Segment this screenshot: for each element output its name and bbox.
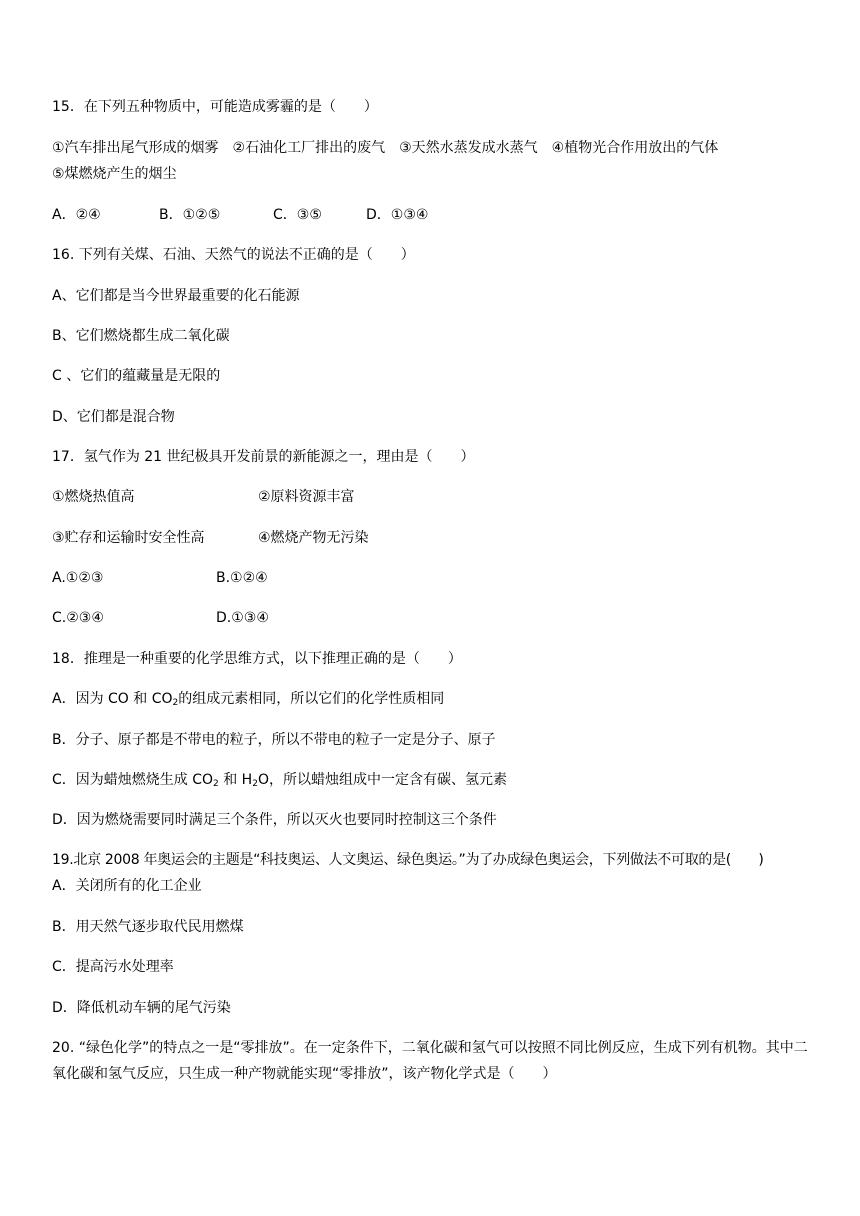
q16-option-d: D、它们都是混合物 [52,409,175,425]
q18-option-c [52,770,507,790]
q15-items-line2: ⑤煤燃烧产生的烟尘 [52,166,177,182]
q17-option-b: B.①②④ [216,570,268,586]
q17-reason-2: ②原料资源丰富 [258,489,355,505]
q17-options-row2 [52,608,269,628]
q15-option-b: B．①②⑤ [159,207,221,223]
q17-option-a: A.①②③ [52,570,104,586]
q17-reasons-row2 [52,528,369,548]
q18-option-a-text: A．因为 CO 和 CO [52,691,173,707]
q18-option-c-text-end: O，所以蜡烛组成中一定含有碳、氢元素 [257,772,507,788]
q19-option-c: C．提高污水处理率 [52,959,174,975]
q18-option-d: D．因为燃烧需要同时满足三个条件，所以灭火也要同时控制这三个条件 [52,812,497,828]
q17-reason-3: ③贮存和运输时安全性高 [52,530,205,546]
q18-option-c-text: C．因为蜡烛燃烧生成 CO [52,772,214,788]
q15-option-c: C．③⑤ [273,207,322,223]
q15-options [52,205,428,225]
q18-option-c-subscript-co2: 2 [213,779,219,789]
q18-option-b: B．分子、原子都是不带电的粒子，所以不带电的粒子一定是分子、原子 [52,732,496,748]
q17-reason-1: ①燃烧热值高 [52,489,135,505]
q19-option-a: A．关闭所有的化工企业 [52,878,202,894]
q15-option-d: D．①③④ [366,207,429,223]
q15-items-line1: ①汽车排出尾气形成的烟雾 ②石油化工厂排出的废气 ③天然水蒸发成水蒸气 ④植物光合作用放出的气体 [52,140,719,156]
q16-option-c: C 、它们的蕴藏量是无限的 [52,368,221,384]
q16-option-b: B、它们燃烧都生成二氧化碳 [52,328,230,344]
q16-option-a: A、它们都是当今世界最重要的化石能源 [52,288,300,304]
q17-reason-4: ④燃烧产物无污染 [258,530,369,546]
q18-option-a-subscript: 2 [172,698,179,708]
q17-option-c: C.②③④ [52,610,104,626]
q19-option-b: B．用天然气逐步取代民用燃煤 [52,919,244,935]
q18-stem: 18．推理是一种重要的化学思维方式，以下推理正确的是（ ） [52,651,462,667]
q15-stem: 15．在下列五种物质中，可能造成雾霾的是（ ） [52,99,378,115]
q19-option-d: D．降低机动车辆的尾气污染 [52,1000,231,1016]
q18-option-c-subscript-h2o: 2 [252,779,258,789]
q18-option-a-text-end: 的组成元素相同，所以它们的化学性质相同 [178,691,445,707]
q16-stem: 16. 下列有关煤、石油、天然气的说法不正确的是（ ） [52,247,415,263]
q19-stem: 19.北京 2008 年奥运会的主题是“科技奥运、人文奥运、绿色奥运。”为了办成绿色奥运会，下列做法不可取的是( ) [52,852,764,868]
q17-stem: 17．氢气作为 21 世纪极具开发前景的新能源之一，理由是（ ） [52,449,475,465]
q15-option-a: A．②④ [52,207,101,223]
q18-option-c-text-mid: 和 H [218,772,253,788]
q20-stem: 20. “绿色化学”的特点之一是“零排放”。在一定条件下，二氧化碳和氢气可以按照不同比例反应，生成下列有机物。其中二氧化碳和氢气反应，只生成一种产物就能实现“零排放”，该产物化学式是（ ） [52,1040,808,1082]
q18-option-a [52,689,444,709]
q17-options-row1 [52,568,268,588]
q17-option-d: D.①③④ [216,610,269,626]
q17-reasons-row1 [52,487,355,507]
